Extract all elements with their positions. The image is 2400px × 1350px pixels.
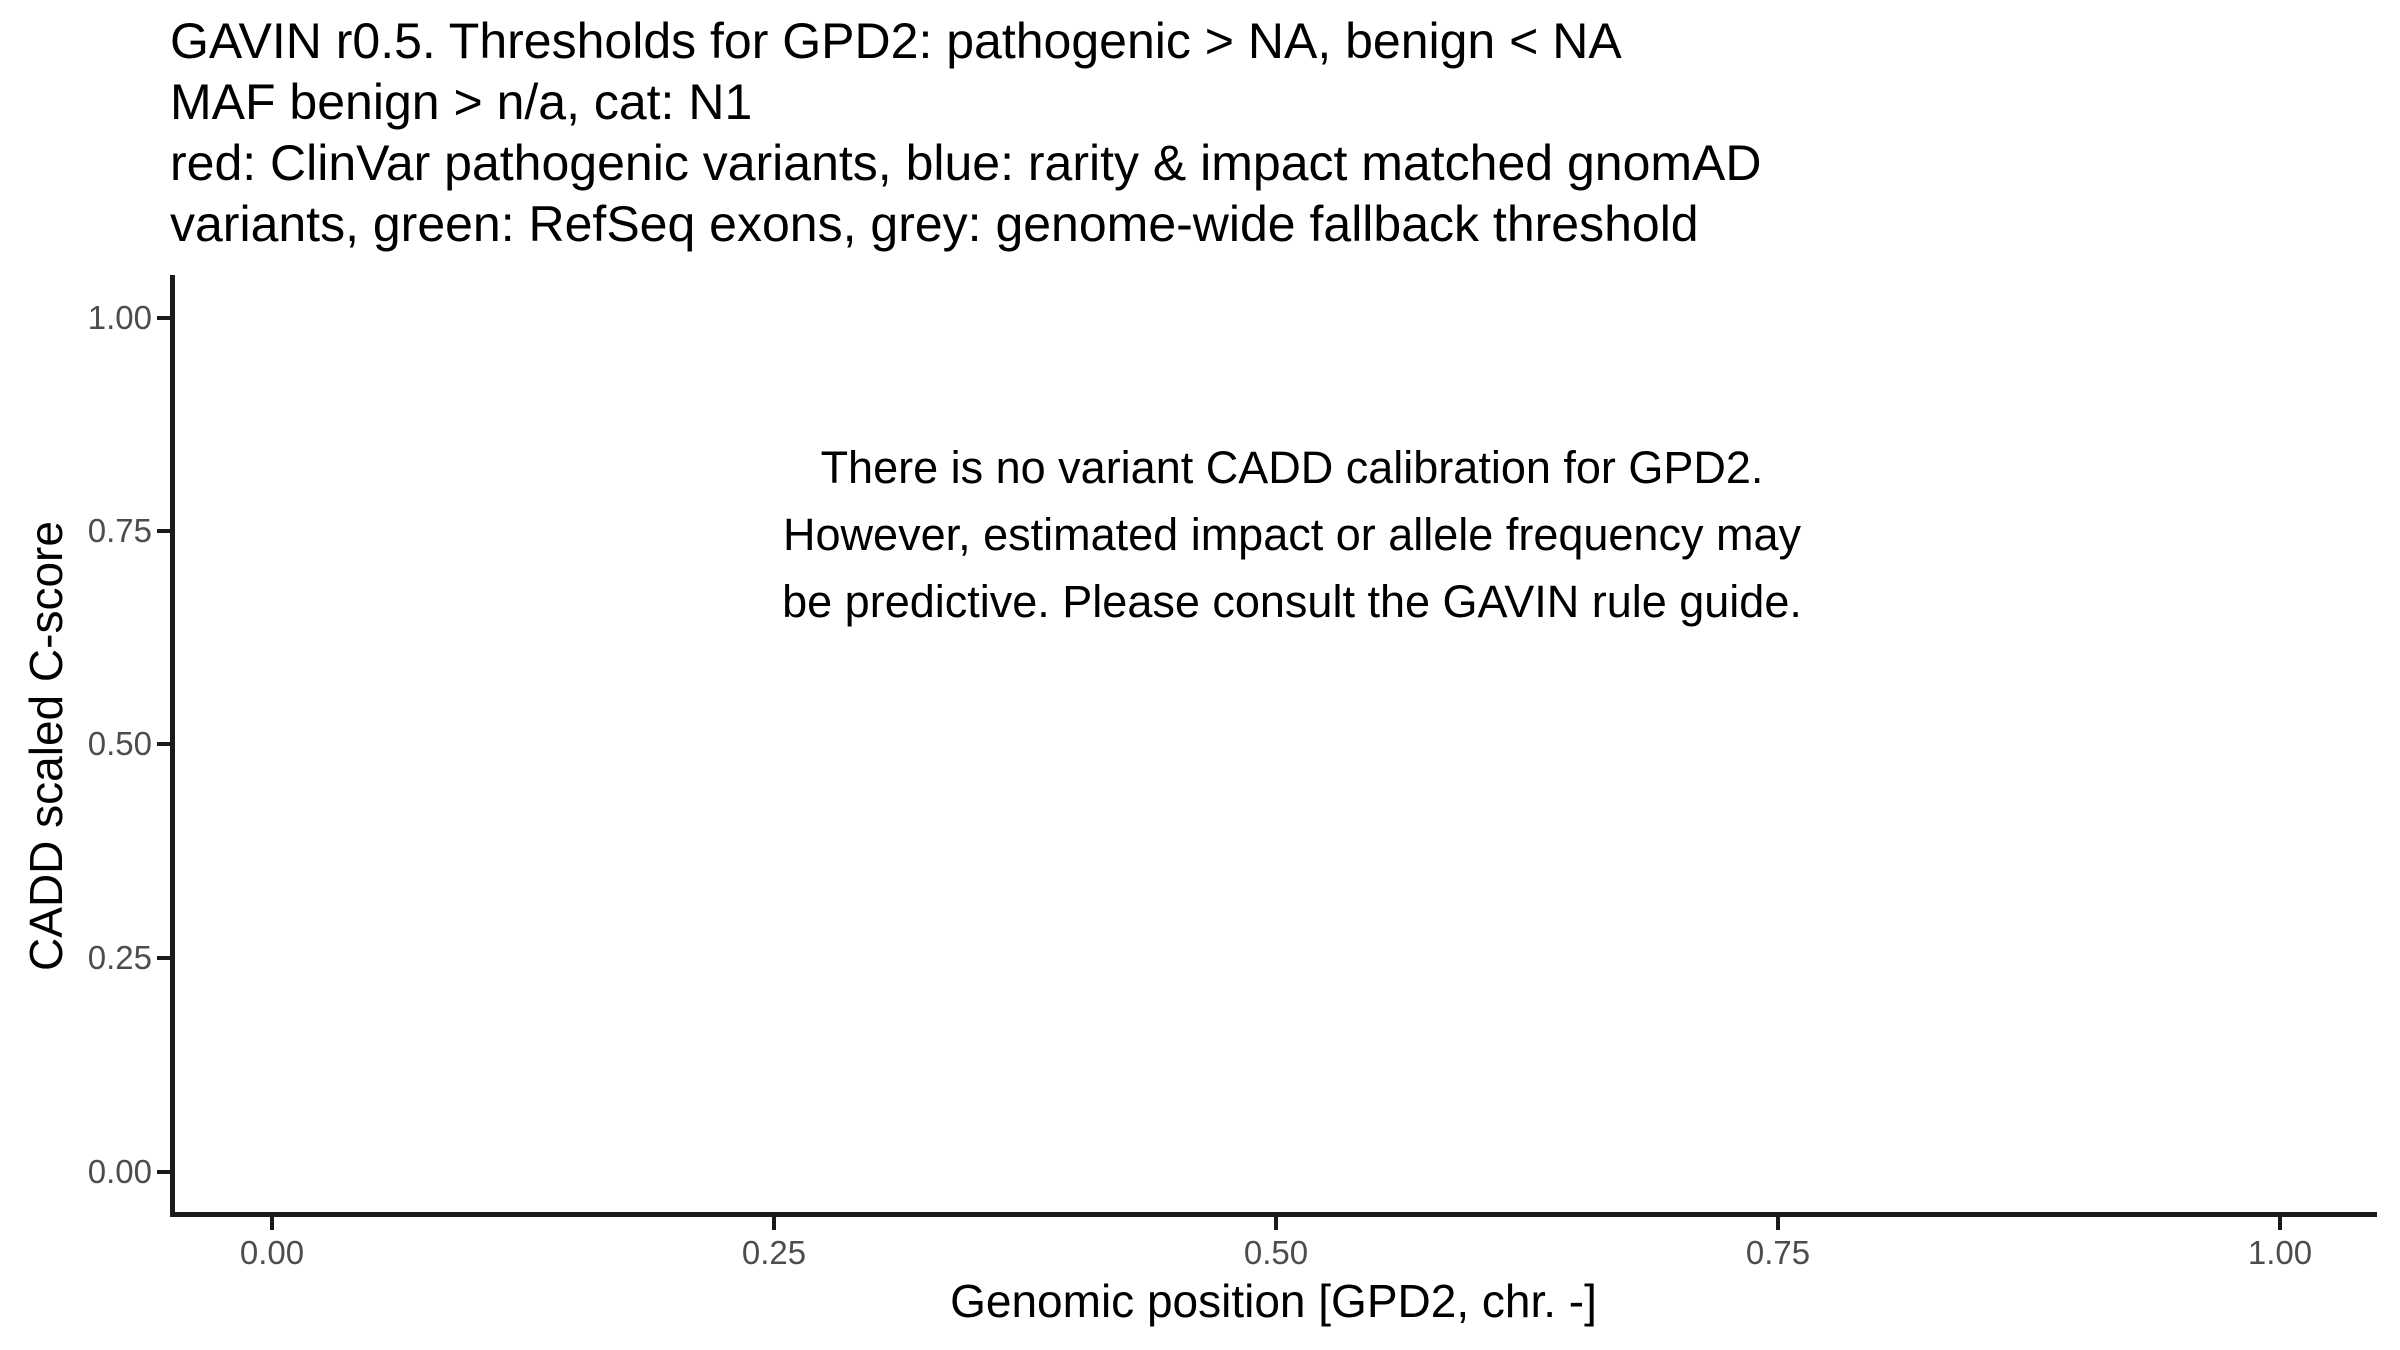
annotation-line-2: However, estimated impact or allele frequency may	[783, 509, 1801, 560]
x-tick-label: 0.50	[1243, 1234, 1309, 1271]
y-tick-mark	[157, 529, 170, 533]
y-tick-label: 1.00	[87, 299, 152, 336]
y-tick-mark	[157, 316, 170, 320]
x-axis-title: Genomic position [GPD2, chr. -]	[950, 1275, 1597, 1327]
x-tick-mark	[2278, 1217, 2282, 1230]
annotation-line-1: There is no variant CADD calibration for GPD2.	[820, 442, 1764, 493]
annotation-line-3: be predictive. Please consult the GAVIN rule guide.	[782, 576, 1802, 627]
plot-title-line-4: variants, green: RefSeq exons, grey: genome-wide fallback threshold	[170, 196, 1699, 252]
plot-title	[170, 11, 1761, 255]
y-tick-mark	[157, 742, 170, 746]
y-axis-title: CADD scaled C-score	[20, 521, 72, 971]
plot-title-line-2: MAF benign > n/a, cat: N1	[170, 74, 753, 130]
y-tick-label: 0.25	[87, 939, 152, 976]
plot-panel	[170, 275, 2377, 1217]
x-tick-label: 0.00	[239, 1234, 305, 1271]
y-tick-label: 0.50	[87, 725, 152, 762]
plot-title-line-1: GAVIN r0.5. Thresholds for GPD2: pathogenic > NA, benign < NA	[170, 13, 1622, 69]
x-tick-mark	[1776, 1217, 1780, 1230]
y-tick-mark	[157, 1170, 170, 1174]
x-tick-label: 0.75	[1745, 1234, 1811, 1271]
y-tick-mark	[157, 956, 170, 960]
x-tick-mark	[1274, 1217, 1278, 1230]
y-tick-label: 0.75	[87, 512, 152, 549]
x-tick-label: 1.00	[2247, 1234, 2313, 1271]
y-tick-label: 0.00	[87, 1153, 152, 1190]
x-tick-mark	[772, 1217, 776, 1230]
x-tick-label: 0.25	[741, 1234, 807, 1271]
plot-title-line-3: red: ClinVar pathogenic variants, blue: rarity & impact matched gnomAD	[170, 135, 1762, 191]
plot-annotation	[492, 434, 2092, 635]
x-tick-mark	[270, 1217, 274, 1230]
